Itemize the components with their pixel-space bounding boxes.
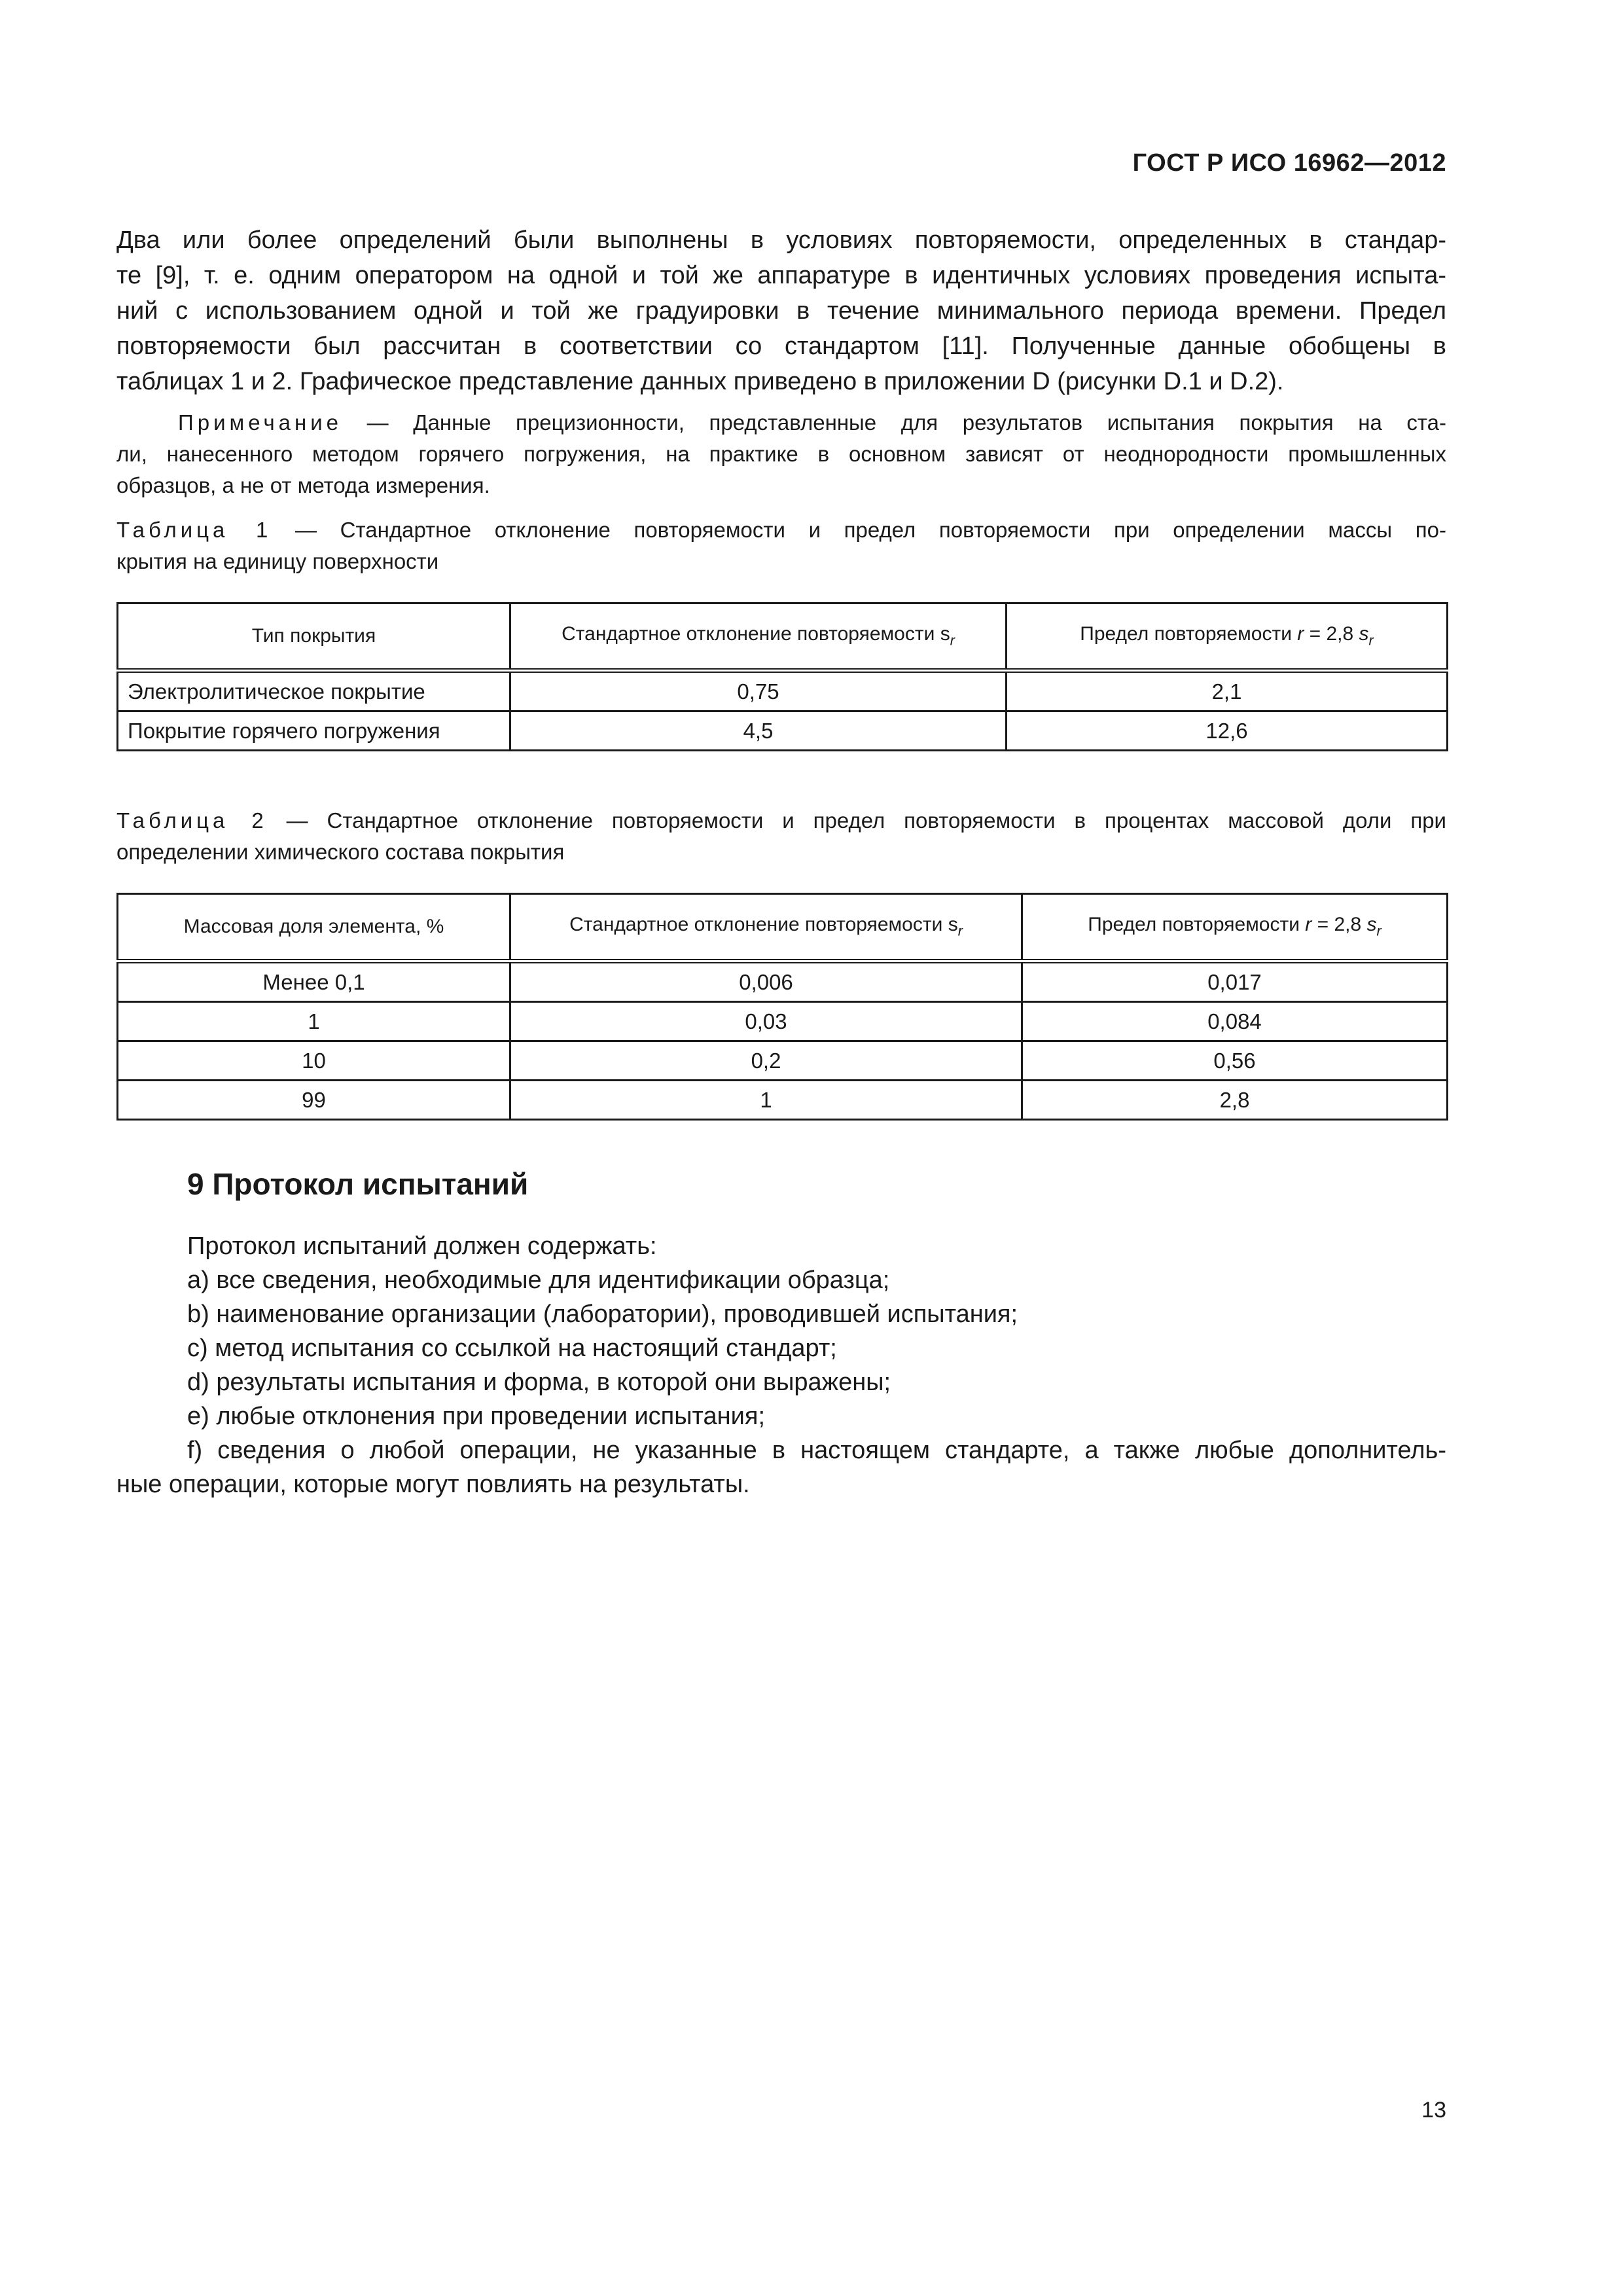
table-row [118, 671, 1448, 711]
table1-cell-sr: 0,75 [510, 671, 1007, 711]
header-sr-subscript: r [957, 922, 963, 939]
table1-caption-line [116, 514, 1446, 546]
table2-caption-line: определении химического состава покрытия [116, 840, 565, 864]
list-item: a) все сведения, необходимые для идентификации образца; [187, 1266, 890, 1294]
table2-cell-fraction: 99 [118, 1081, 510, 1120]
table-row [118, 1002, 1448, 1041]
table2-caption-number: 2 [228, 808, 268, 833]
header-r-subscript: r [1376, 922, 1382, 939]
table1-header-sr [510, 603, 1007, 671]
table1-header-type: Тип покрытия [118, 603, 510, 671]
header-r-symbol: r [1297, 623, 1304, 645]
table2-cell-sr: 0,2 [510, 1041, 1022, 1081]
table2-cell-sr: 0,03 [510, 1002, 1022, 1041]
header-sr-subscript: r [950, 632, 955, 649]
table-row [118, 1081, 1448, 1120]
table2-cell-r: 0,084 [1022, 1002, 1448, 1041]
header-r-symbol: r [1305, 914, 1312, 936]
section-9-list [116, 1229, 1446, 1501]
list-intro: Протокол испытаний должен содержать: [187, 1232, 657, 1260]
table1-cell-type: Покрытие горячего погружения [118, 711, 510, 751]
table2-cell-fraction: 1 [118, 1002, 510, 1041]
note-text: — Данные прецизионности, представленные для результатов испытания покрытия на ста- [342, 410, 1446, 435]
list-item-continuation: ные операции, которые могут повлиять на результаты. [116, 1471, 750, 1498]
header-s-symbol: s [1359, 623, 1369, 645]
table1-cell-sr: 4,5 [510, 711, 1007, 751]
table2-header-row [118, 894, 1448, 961]
table2-caption-line [116, 805, 1446, 836]
note-block [116, 407, 1446, 501]
intro-paragraph [116, 223, 1446, 399]
table1-header-row [118, 603, 1448, 671]
page-number: 13 [1421, 2098, 1446, 2123]
list-item: e) любые отклонения при проведении испытания; [187, 1403, 766, 1430]
table2-cell-r: 0,017 [1022, 961, 1448, 1002]
table1-cell-r: 2,1 [1007, 671, 1448, 711]
table-row [118, 711, 1448, 751]
table2-header-r [1022, 894, 1448, 961]
table1-caption [116, 514, 1446, 577]
section-title: 9 Протокол испытаний [187, 1167, 529, 1201]
table1-caption-line: крытия на единицу поверхности [116, 549, 439, 573]
table2-header-sr [510, 894, 1022, 961]
note-line: ли, нанесенного методом горячего погружения, на практике в основном зависят от неоднородности промышленных [116, 442, 1446, 466]
list-item: f) сведения о любой операции, не указанные в настоящем стандарте, а также любые дополнитель- [187, 1437, 1446, 1464]
table1-wrapper [116, 602, 1446, 751]
header-sr-text: Стандартное отклонение повторяемости s [562, 623, 950, 645]
table2-cell-r: 2,8 [1022, 1081, 1448, 1120]
table-row [118, 1041, 1448, 1081]
list-item: d) результаты испытания и форма, в которой они выражены; [187, 1369, 891, 1396]
list-item: b) наименование организации (лаборатории), проводившей испытания; [187, 1300, 1018, 1328]
intro-line: Два или более определений были выполнены в условиях повторяемости, определенных в стандар- [116, 226, 1446, 254]
table1-cell-type: Электролитическое покрытие [118, 671, 510, 711]
note-line [116, 407, 1446, 439]
table1-cell-r: 12,6 [1007, 711, 1448, 751]
header-sr-text: Стандартное отклонение повторяемости s [569, 914, 958, 936]
note-line: образцов, а не от метода измерения. [116, 473, 490, 497]
table2-cell-r: 0,56 [1022, 1041, 1448, 1081]
table2-cell-sr: 0,006 [510, 961, 1022, 1002]
header-r-mid: = 2,8 [1304, 623, 1359, 645]
table2-caption [116, 805, 1446, 868]
list-item: c) метод испытания со ссылкой на настоящий стандарт; [187, 1335, 837, 1362]
intro-line: те [9], т. е. одним оператором на одной и той же аппаратуре в идентичных условиях проведения испыта- [116, 262, 1446, 289]
note-label: Примечание [178, 410, 343, 435]
table2-caption-label: Таблица [116, 808, 229, 833]
header-r-mid: = 2,8 [1311, 914, 1367, 936]
table2-caption-text: — Стандартное отклонение повторяемости и предел повторяемости в процентах массовой доли при [267, 808, 1446, 833]
table1-caption-text: — Стандартное отклонение повторяемости и предел повторяемости при определении массы по- [272, 518, 1446, 542]
table2-cell-sr: 1 [510, 1081, 1022, 1120]
table1-caption-number: 1 [228, 518, 272, 542]
table1-header-r [1007, 603, 1448, 671]
header-r-pre: Предел повторяемости [1088, 914, 1306, 936]
intro-line: повторяемости был рассчитан в соответствии со стандартом [11]. Полученные данные обобщены в [116, 332, 1446, 360]
header-r-pre: Предел повторяемости [1080, 623, 1298, 645]
intro-line: таблицах 1 и 2. Графическое представление данных приведено в приложении D (рисунки D.1 и D.2). [116, 368, 1284, 395]
intro-line: ний с использованием одной и той же градуировки в течение минимального периода времени. Предел [116, 297, 1446, 325]
table2-wrapper [116, 893, 1446, 1121]
table1 [116, 602, 1448, 751]
table2-cell-fraction: 10 [118, 1041, 510, 1081]
table2-header-fraction: Массовая доля элемента, % [118, 894, 510, 961]
document-header: ГОСТ Р ИСО 16962—2012 [1132, 149, 1446, 177]
table1-caption-label: Таблица [116, 518, 229, 542]
header-r-subscript: r [1368, 632, 1374, 649]
table-row [118, 961, 1448, 1002]
table2 [116, 893, 1448, 1121]
header-s-symbol: s [1366, 914, 1377, 936]
table2-cell-fraction: Менее 0,1 [118, 961, 510, 1002]
